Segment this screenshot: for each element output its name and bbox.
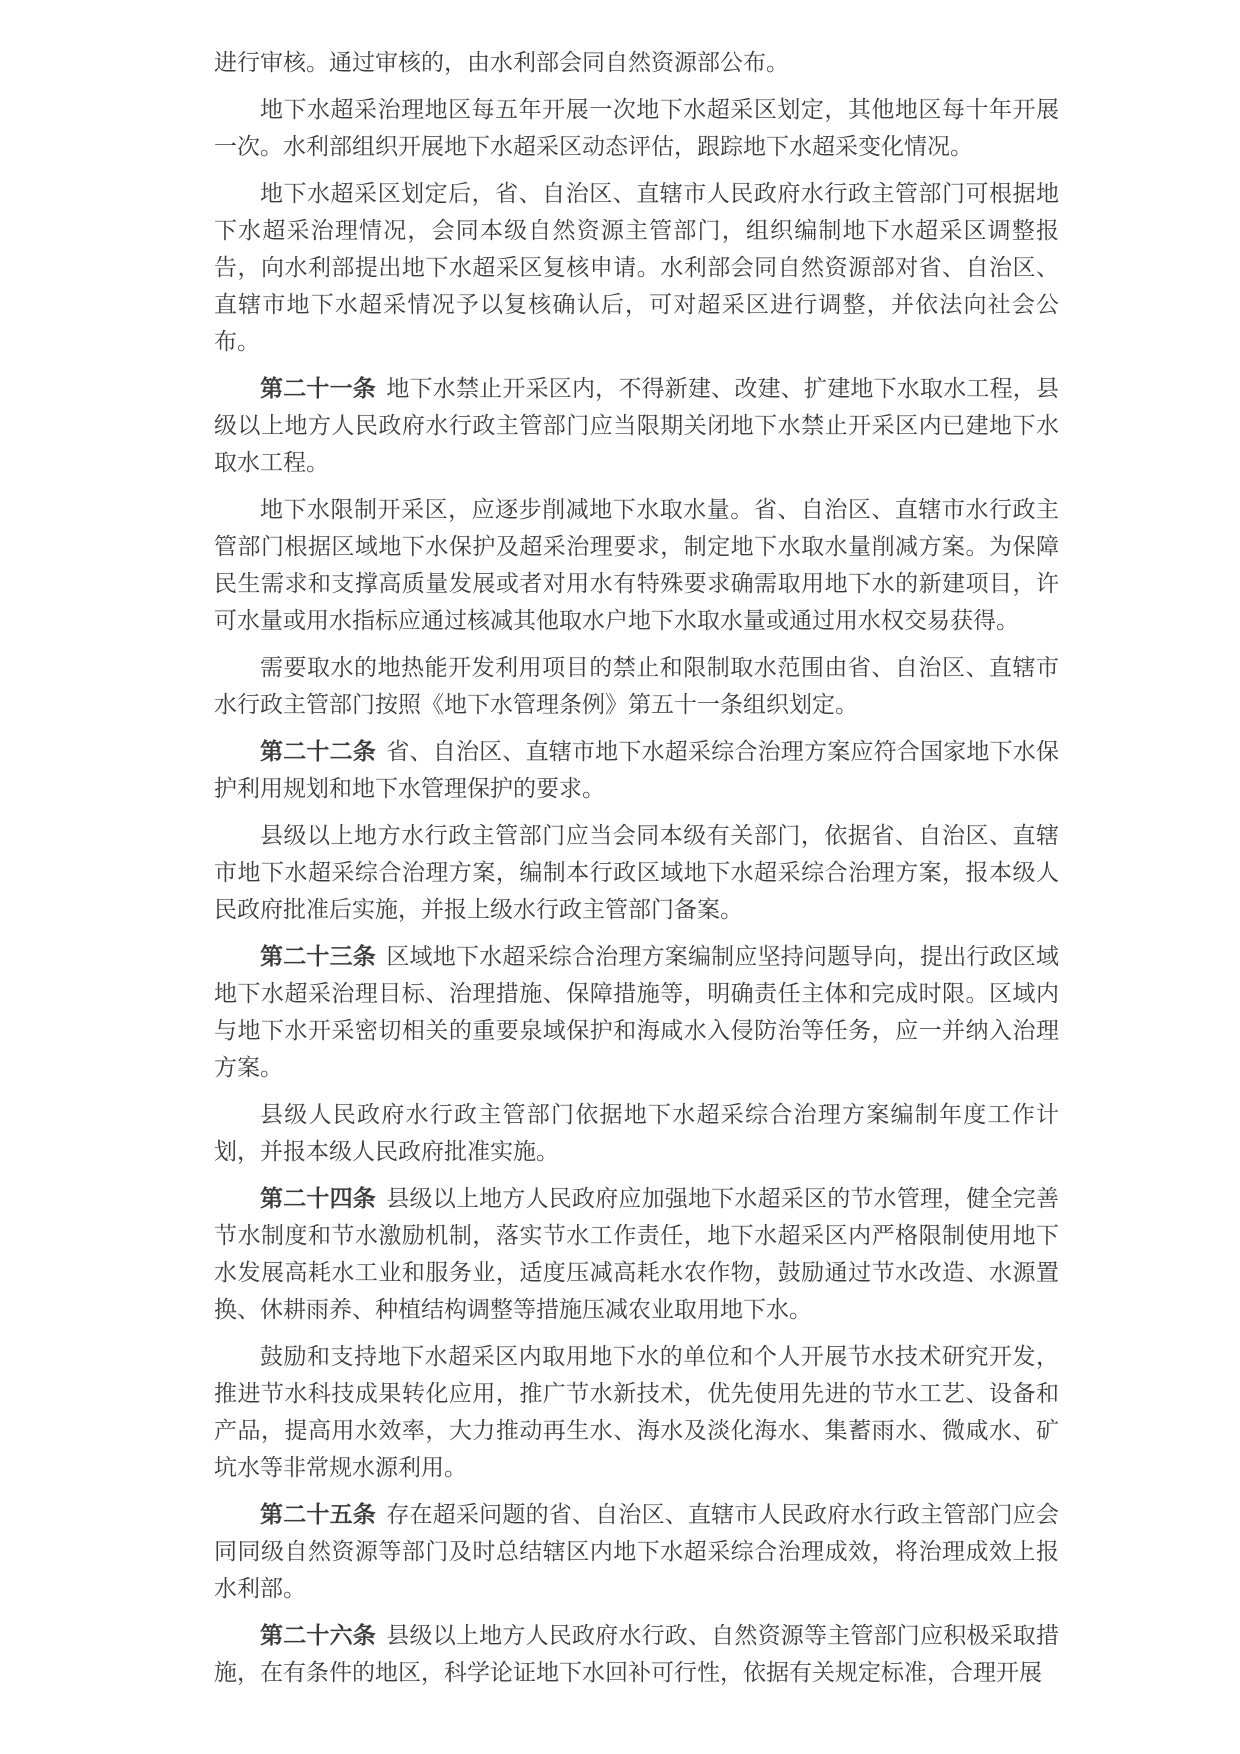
paragraph: 地下水超采区划定后，省、自治区、直辖市人民政府水行政主管部门可根据地下水超采治理情况，会同本级自然资源主管部门，组织编制地下水超采区调整报告，向水利部提出地下水超采区复核申请。水利部会同自然资源部对省、自治区、直辖市地下水超采情况予以复核确认后，可对超采区进行调整，并依法向社会公布。 (214, 181, 1059, 354)
paragraph: 县级以上地方水行政主管部门应当会同本级有关部门，依据省、自治区、直辖市地下水超采综合治理方案，编制本行政区域地下水超采综合治理方案，报本级人民政府批准后实施，并报上级水行政主管部门备案。 (214, 823, 1059, 922)
paragraph: 第二十五条 存在超采问题的省、自治区、直辖市人民政府水行政主管部门应会同同级自然资源等部门及时总结辖区内地下水超采综合治理成效，将治理成效上报水利部。 (214, 1502, 1060, 1601)
article-number: 第二十五条 (260, 1502, 377, 1527)
paragraph: 鼓励和支持地下水超采区内取用地下水的单位和个人开展节水技术研究开发，推进节水科技成果转化应用，推广节水新技术，优先使用先进的节水工艺、设备和产品，提高用水效率，大力推动再生水、海水及淡化海水、集蓄雨水、微咸水、矿坑水等非常规水源利用。 (214, 1344, 1059, 1480)
paragraph: 地下水超采治理地区每五年开展一次地下水超采区划定，其他地区每十年开展一次。水利部组织开展地下水超采区动态评估，跟踪地下水超采变化情况。 (214, 97, 1059, 159)
paragraph: 进行审核。通过审核的，由水利部会同自然资源部公布。 (214, 50, 789, 75)
article-number: 第二十四条 (260, 1186, 377, 1211)
paragraph: 第二十三条 区域地下水超采综合治理方案编制应坚持问题导向，提出行政区域地下水超采治理目标、治理措施、保障措施等，明确责任主体和完成时限。区域内与地下水开采密切相关的重要泉域保护和海咸水入侵防治等任务，应一并纳入治理方案。 (214, 944, 1060, 1080)
article-number: 第二十二条 (260, 739, 377, 764)
paragraph: 地下水限制开采区，应逐步削减地下水取水量。省、自治区、直辖市水行政主管部门根据区域地下水保护及超采治理要求，制定地下水取水量削减方案。为保障民生需求和支撑高质量发展或者对用水有特殊要求确需取用地下水的新建项目，许可水量或用水指标应通过核减其他取水户地下水取水量或通过用水权交易获得。 (214, 497, 1059, 633)
article-number: 第二十六条 (260, 1623, 377, 1648)
paragraph: 第二十四条 县级以上地方人民政府应加强地下水超采区的节水管理，健全完善节水制度和节水激励机制，落实节水工作责任，地下水超采区内严格限制使用地下水发展高耗水工业和服务业，适度压减高耗水农作物，鼓励通过节水改造、水源置换、休耕雨养、种植结构调整等措施压减农业取用地下水。 (214, 1186, 1060, 1322)
document-text-body (214, 44, 1059, 1701)
paragraph: 县级人民政府水行政主管部门依据地下水超采综合治理方案编制年度工作计划，并报本级人民政府批准实施。 (214, 1102, 1059, 1164)
paragraph: 需要取水的地热能开发利用项目的禁止和限制取水范围由省、自治区、直辖市水行政主管部门按照《地下水管理条例》第五十一条组织划定。 (214, 655, 1059, 717)
article-number: 第二十三条 (260, 944, 377, 969)
paragraph: 第二十六条 县级以上地方人民政府水行政、自然资源等主管部门应积极采取措施，在有条件的地区，科学论证地下水回补可行性，依据有关规定标准，合理开展 (214, 1623, 1060, 1685)
paragraph: 第二十一条 地下水禁止开采区内，不得新建、改建、扩建地下水取水工程，县级以上地方人民政府水行政主管部门应当限期关闭地下水禁止开采区内已建地下水取水工程。 (214, 376, 1060, 475)
paragraph: 第二十二条 省、自治区、直辖市地下水超采综合治理方案应符合国家地下水保护利用规划和地下水管理保护的要求。 (214, 739, 1060, 801)
article-number: 第二十一条 (260, 376, 377, 401)
